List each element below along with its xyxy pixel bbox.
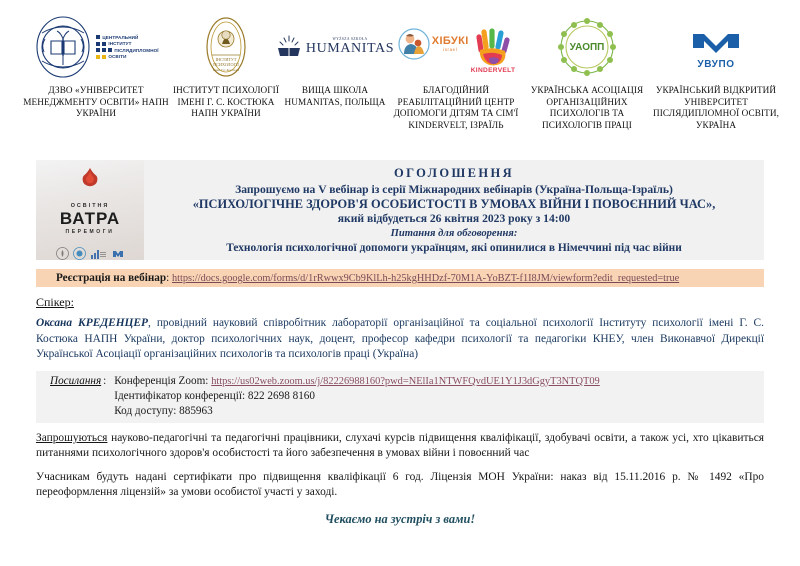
zoom-conference-link[interactable]: https://us02web.zoom.us/j/82226988160?pwd=NElIa1NTWFQvdUE1Y1J3dGgyT3NTQT09: [211, 375, 600, 387]
announcement-title: ОГОЛОШЕННЯ: [393, 165, 515, 180]
ciops-line-3: ПІСЛЯДИПЛОМНОЇ: [114, 47, 159, 53]
partner-caption-humanitas: ВИЩА ШКОЛА HUMANITAS, ПОЛЬЩА: [284, 85, 386, 107]
svg-text:УАОПП: УАОПП: [569, 42, 605, 53]
zoom-conference-row: [114, 374, 599, 389]
hibuki-subtext: israel: [443, 46, 458, 52]
vatra-main-word: ВАТРА: [59, 209, 121, 228]
speaker-description: , провідний науковий співробітник лабораторії організаційної та соціальної психології Інституту психології імені Г. С. Костюка НАПН України, доктор психологічних наук, доцент, професор кафедри психології та педагогіки КНЕУ, член Виконавчої Дирекції Української Асоціації організаційних психологів та психологів праці (Україна): [36, 317, 764, 361]
hibuki-wordmark: ХІБУКІ: [431, 34, 469, 47]
umo-emblem-icon: [33, 12, 158, 82]
announcement-line-3: який відбудеться 26 квітня 2023 року з 14:00: [337, 211, 571, 225]
vatra-logo-image: [36, 160, 144, 260]
announcement-line-2: «ПСИХОЛОГІЧНЕ ЗДОРОВ'Я ОСОБИСТОСТІ В УМОВАХ ВІЙНИ І ПОВОЄННИЙ ЧАС»,: [192, 196, 716, 211]
kindervelt-wordmark: KINDERVELT: [470, 67, 516, 74]
uaopp-wreath-icon: [555, 12, 619, 82]
humanitas-book-icon: [276, 12, 394, 82]
vatra-top-word: ОСВІТНЯ: [70, 203, 110, 209]
vatra-bottom-word: ПЕРЕМОГИ: [65, 229, 115, 235]
announcement-banner: [36, 160, 764, 260]
registration-link[interactable]: https://docs.google.com/forms/d/1rRwwx9Cb9KlLh-h25kgHHDzf-70M1A-YoBZT-f1I8JM/viewform?edit_requested=true: [172, 273, 680, 284]
hibuki-logo: [397, 27, 469, 61]
announcement-discussion-label: Питання для обговорення:: [390, 227, 518, 239]
partner-caption-umo: ДЗВО «УНІВЕРСИТЕТ МЕНЕДЖМЕНТУ ОСВІТИ» НАПН УКРАЇНИ: [23, 85, 169, 119]
zoom-conference-label: Конференція Zoom:: [114, 374, 212, 387]
ciops-line-1: ЦЕНТРАЛЬНИЙ: [102, 34, 139, 40]
vatra-partner-badges: [56, 247, 125, 260]
zoom-meeting-id: Ідентифікатор конференції: 822 2698 8160: [114, 389, 315, 402]
partner-caption-kindervelt: БЛАГОДІЙНИЙ РЕАБІЛІТАЦІЙНИЙ ЦЕНТР ДОПОМОГИ ДІТЯМ ТА СІМ'Ї KINDERVELT, ІЗРАЇЛЬ: [393, 85, 519, 130]
links-block: [36, 371, 764, 423]
registration-bar: [36, 269, 764, 287]
svg-text:ПСИХОЛОГІЇ: ПСИХОЛОГІЇ: [213, 62, 239, 67]
svg-text:ІНСТИТУТ: ІНСТИТУТ: [215, 57, 237, 62]
announcement-topic: Технологія психологічної допомоги українцям, які опинилися в Німеччині під час війни: [226, 241, 682, 254]
ciops-logotype: [96, 35, 158, 59]
certificates-paragraph: Учасникам будуть надані сертифікати про підвищення кваліфікації 6 год. Ліцензія МОН України: наказ від 15.11.2016 р. № 1492 «Про переоформлення ліцензій» за умови особистої участі у заході.: [36, 470, 764, 498]
links-label: [50, 374, 111, 419]
flame-icon: [75, 168, 105, 187]
speaker-paragraph: [36, 316, 764, 363]
speaker-label: Спікер:: [36, 295, 74, 309]
registration-separator: :: [166, 272, 173, 284]
partner-caption-uaopp: УКРАЇНСЬКА АСОЦІАЦІЯ ОРГАНІЗАЦІЙНИХ ПСИХОЛОГІВ ТА ПСИХОЛОГІВ ПРАЦІ: [530, 85, 644, 130]
closing-message: Чекаємо на зустріч з вами!: [324, 512, 476, 527]
body-content: [0, 287, 800, 527]
invitation-lead: Запрошуються: [36, 431, 108, 444]
svg-text:імені Г.С.Костюка: імені Г.С.Костюка: [212, 68, 240, 72]
announcement-text: [144, 160, 764, 260]
ciops-line-2: ІНСТИТУТ: [108, 41, 132, 47]
partner-logo-humanitas: [280, 12, 395, 108]
speaker-name: Оксана КРЕДЕНЦЕР: [36, 317, 148, 329]
ciops-line-4: ОСВІТИ: [108, 54, 127, 60]
partner-logo-institute-psychology: [172, 12, 280, 120]
announcement-line-1: Запрошуємо на V вебінар із серії Міжнародних вебінарів (Україна-Польща-Ізраїль): [235, 182, 673, 196]
partner-caption-institute-psychology: ІНСТИТУТ ПСИХОЛОГІЇ ІМЕНІ Г. С. КОСТЮКА НАПН УКРАЇНИ: [172, 85, 280, 119]
kindervelt-logo: [471, 28, 516, 74]
partner-logo-uvupo: [652, 12, 780, 131]
partner-caption-uvupo: УКРАЇНСЬКИЙ ВІДКРИТИЙ УНІВЕРСИТЕТ ПІСЛЯДИПЛОМНОЇ ОСВІТИ, УКРАЇНА: [653, 85, 779, 130]
invitation-paragraph: [36, 431, 764, 462]
humanitas-small-text: WYŻSZA SZKOŁA: [332, 37, 368, 42]
partner-logo-uaopp: [522, 12, 652, 131]
uvupo-wordmark: УВУПО: [697, 59, 735, 70]
kindervelt-hand-icon: [475, 28, 511, 66]
humanitas-wordmark: HUMANITAS: [305, 40, 395, 56]
registration-label: Реєстрація на вебінар: [56, 272, 167, 284]
partner-logo-kindervelt: [390, 12, 522, 131]
invitation-rest: науково-педагогічні та педагогічні працівники, слухачі курсів підвищення кваліфікації, здобувачі освіти, а також усі, хто цікавиться питаннями психологічного здоров'я особистості та його забезпечення в умовах війни і повоєнний час: [36, 431, 764, 460]
uvupo-infinity-icon: [687, 24, 745, 58]
links-label-text: Посилання: [50, 374, 102, 387]
links-separator: :: [103, 374, 107, 387]
hibuki-child-icon: [397, 27, 431, 61]
partner-logos-strip: [0, 0, 800, 160]
zoom-passcode: Код доступу: 885963: [114, 404, 213, 417]
partner-logo-umo: [20, 12, 172, 120]
institute-psychology-emblem-icon: [200, 12, 252, 82]
